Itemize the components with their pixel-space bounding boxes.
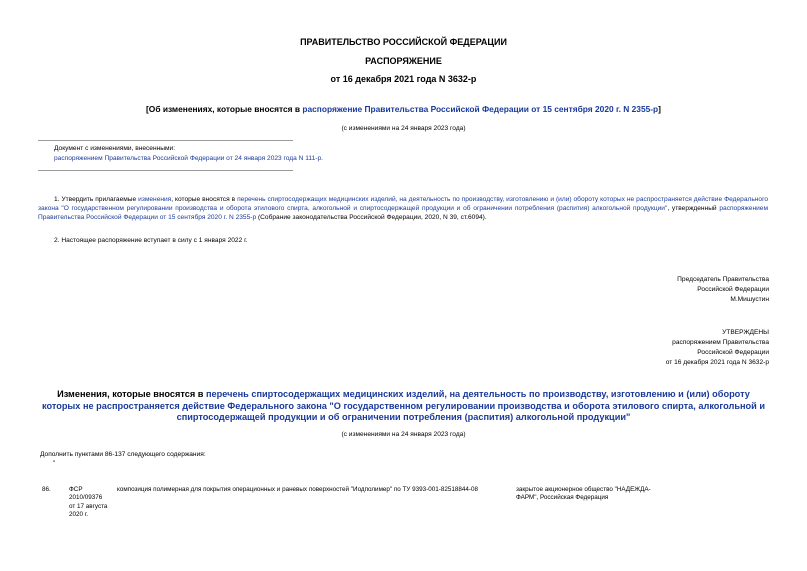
changes-box-link[interactable]: распоряжением Правительства Российской Федерации от 24 января 2023 года N 111-р.: [54, 155, 323, 162]
table-row-manufacturer: закрытое акционерное общество "НАДЕЖДА-ФАРМ", Российская Федерация: [516, 486, 651, 502]
changes-box-bottom-divider: [38, 170, 293, 171]
approval-block: [666, 328, 769, 368]
signature-country: Российской Федерации: [697, 286, 769, 293]
table-row-registration: ФСР 2010/09376 от 17 августа 2020 г.: [69, 486, 108, 519]
changes-amendment-note: (с изменениями на 24 января 2023 года): [341, 431, 466, 438]
changes-box-top-divider: [38, 140, 293, 141]
amendment-note: (с изменениями на 24 января 2023 года): [341, 125, 466, 132]
approval-date-number: от 16 декабря 2021 года N 3632-р: [665, 359, 769, 366]
approval-by-order: распоряжением Правительства: [672, 339, 769, 346]
list-link[interactable]: перечень спиртосодержащих медицинских изделий, на деятельность по производству, изготовлению и (или) обороту которых не распространяется действие Федерального закона "О государственном регулировании производства и оборота этилового спирта, алкогольной и спиртосодержащей продукции и об ограничении потребления (распития) алкогольной продукции": [38, 196, 769, 212]
document-title: [0, 104, 807, 114]
opening-quote: ": [53, 460, 56, 467]
order-2355-link[interactable]: распоряжением Правительства Российской Федерации от 15 сентября 2020 г. N 2355-р: [38, 205, 768, 221]
changes-title: [40, 389, 767, 424]
approval-country: Российской Федерации: [697, 349, 769, 356]
government-heading: ПРАВИТЕЛЬСТВО РОССИЙСКОЙ ФЕДЕРАЦИИ: [300, 37, 507, 47]
signature-name: М.Мишустин: [730, 296, 769, 303]
changes-title-prefix: Изменения, которые вносятся в: [57, 389, 206, 399]
changes-title-list-link[interactable]: перечень спиртосодержащих медицинских изделий, на деятельность по производству, изготовлению и (или) обороту которых не распространяется действие Федерального закона "О государственном регулировании производства и оборота этилового спирта, алкогольной и спиртосодержащей продукции и об ограничении потребления (распития) алкогольной продукции": [41, 389, 766, 422]
changes-link[interactable]: изменения: [138, 196, 172, 203]
table-row-product-name: композиция полимерная для покрытия операционных и раневых поверхностей "Иодполимер" по ТУ 9393-001-82518844-08: [117, 486, 478, 493]
paragraph-2: 2. Настоящее распоряжение вступает в силу с 1 января 2022 г.: [54, 237, 248, 244]
amended-order-link[interactable]: распоряжение Правительства Российской Федерации от 15 сентября 2020 г. N 2355-р: [302, 104, 659, 114]
paragraph-1-text-4: (Собрание законодательства Российской Федерации, 2020, N 39, ст.6094).: [256, 214, 487, 221]
signature-position: Председатель Правительства: [677, 276, 769, 283]
signature-block: [677, 275, 769, 305]
document-title-suffix: ]: [658, 104, 661, 114]
paragraph-1-text-1: 1. Утвердить прилагаемые: [54, 196, 139, 203]
document-type-heading: РАСПОРЯЖЕНИЕ: [365, 56, 442, 66]
table-row-number: 86.: [42, 486, 51, 493]
changes-box-label: Документ с изменениями, внесенными:: [54, 145, 176, 152]
paragraph-1: [38, 195, 768, 222]
document-date-number: от 16 декабря 2021 года N 3632-р: [330, 74, 477, 84]
document-title-prefix: [Об изменениях, которые вносятся в: [146, 104, 303, 114]
approval-heading: УТВЕРЖДЕНЫ: [722, 329, 769, 336]
paragraph-1-text-2: , которые вносятся в: [171, 196, 238, 203]
supplement-instruction: Дополнить пунктами 86-137 следующего содержания:: [40, 451, 206, 458]
paragraph-1-text-3: , утвержденный: [667, 205, 720, 212]
